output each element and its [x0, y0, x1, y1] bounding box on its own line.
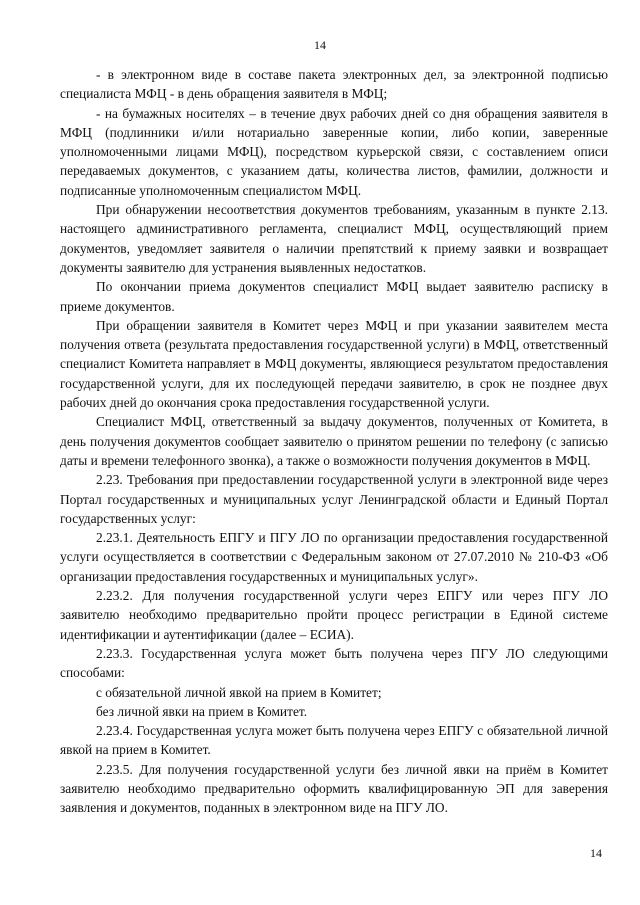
paragraph-2-23: 2.23. Требования при предоставлении государственной услуги в электронной виде через Портал государственных и муниципальных услуг Ленинградской области и Единый Портал государственных услуг: — [60, 472, 608, 526]
paragraph-mismatch: При обнаружении несоответствия документов требованиям, указанным в пункте 2.13. настоящего административного регламента, специалист МФЦ, осуществляющий прием документов, уведомляет заявителя о наличии препятствий к приему заявки и возвращает документы заявителю для устранения выявленных недостатков. — [60, 202, 608, 275]
paragraph-2-23-4: 2.23.4. Государственная услуга может быть получена через ЕПГУ с обязательной личной явкой на прием в Комитет. — [60, 723, 608, 758]
paragraph-electronic: - в электронном виде в составе пакета электронных дел, за электронной подписью специалиста МФЦ - в день обращения заявителя в МФЦ; — [60, 67, 608, 102]
paragraph-mfc-specialist: Специалист МФЦ, ответственный за выдачу документов, полученных от Комитета, в день получения документов сообщает заявителю о принятом решении по телефону (с записью даты и времени телефонного звонка), а также о возможности получения документов в МФЦ. — [60, 414, 608, 468]
paragraph-option-without-visit: без личной явки на прием в Комитет. — [96, 703, 308, 719]
paragraph-committee-via-mfc: При обращении заявителя в Комитет через МФЦ и при указании заявителем места получения ответа (результата предоставления государственной услуги) в МФЦ, ответственный специалист Комитета направляет в МФЦ документы, являющиеся результатом предоставления государственной услуги, для их последующей передачи заявителю, в срок не позднее двух рабочих дней до окончания срока предоставления государственной услуги. — [60, 317, 608, 411]
paragraph-paper: - на бумажных носителях – в течение двух рабочих дней со дня обращения заявителя в МФЦ (подлинники и/или нотариально заверенные копии, либо копии, заверенные уполномоченными лицами МФЦ), посредством курьерской связи, с составлением описи передаваемых документов, с указанием даты, количества листов, фамилии, должности и подписанные уполномоченным специалистом МФЦ. — [60, 105, 608, 198]
paragraph-receipt: По окончании приема документов специалист МФЦ выдает заявителю расписку в приеме документов. — [60, 279, 608, 314]
paragraph-2-23-1: 2.23.1. Деятельность ЕПГУ и ПГУ ЛО по организации предоставления государственной услуги осуществляется в соответствии с Федеральным законом от 27.07.2010 № 210-ФЗ «Об организации предоставления государственных и муниципальных услуг». — [60, 530, 608, 584]
paragraph-2-23-3: 2.23.3. Государственная услуга может быть получена через ПГУ ЛО следующими способами: — [60, 645, 608, 681]
document-body — [60, 65, 608, 818]
paragraph-2-23-5: 2.23.5. Для получения государственной услуги без личной явки на приём в Комитет заявителю необходимо предварительно оформить квалифицированную ЭП для заверения заявления и документов, поданных в электронном виде на ПГУ ЛО. — [60, 761, 608, 816]
paragraph-2-23-2: 2.23.2. Для получения государственной услуги через ЕПГУ или через ПГУ ЛО заявителю необходимо предварительно пройти процесс регистрации в Единой системе идентификации и аутентификации (далее – ЕСИА). — [60, 588, 608, 642]
paragraph-option-with-visit: с обязательной личной явкой на прием в Комитет; — [96, 684, 382, 700]
page-number-top: 14 — [314, 38, 326, 52]
page-number-bottom: 14 — [590, 846, 602, 860]
